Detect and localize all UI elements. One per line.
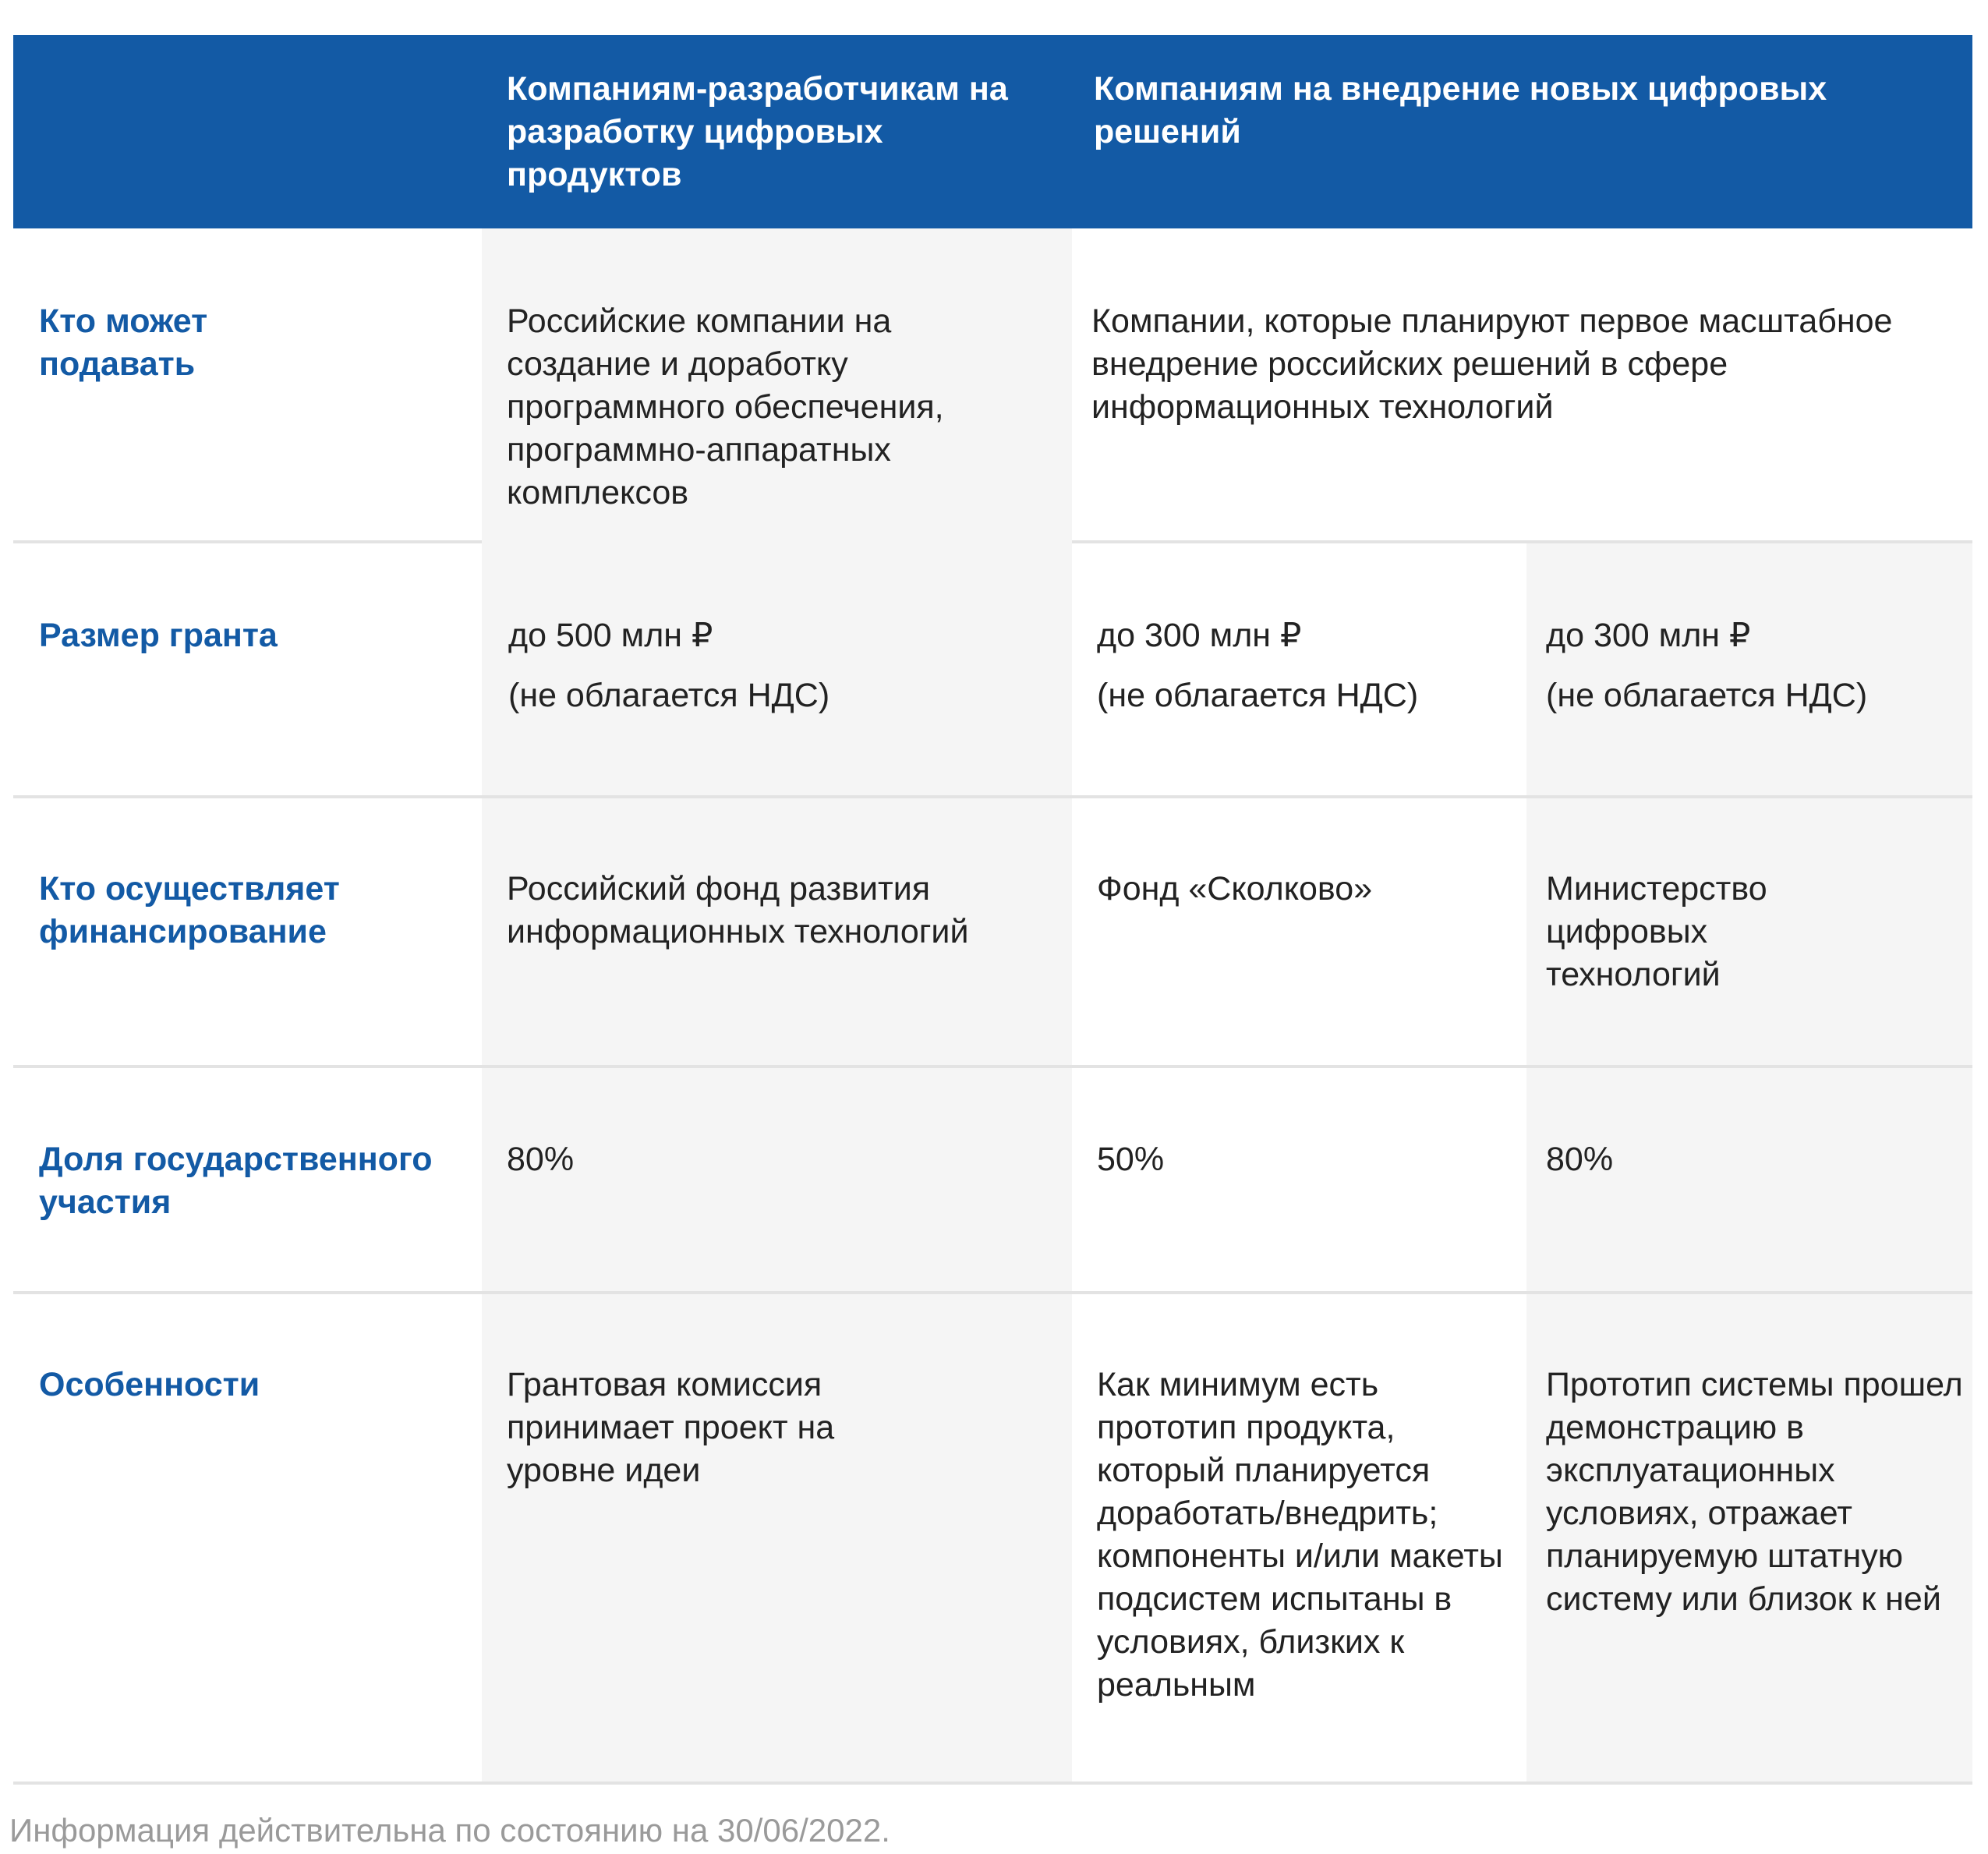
cell-features-ministry: Прототип системы прошел демонстрацию в эксплуатационных условиях, отражает планируемую штатную систему или близок к ней <box>1546 1366 1963 1618</box>
row-label-state-share: Доля государственного участия <box>39 1141 433 1221</box>
row-label-grant-size: Размер гранта <box>39 617 278 654</box>
cell-funder-ministry: Министерство цифровых технологий <box>1546 870 1767 993</box>
row-label-applicants: Кто может подавать <box>39 303 208 383</box>
grant-amount: до 300 млн ₽ <box>1097 617 1302 654</box>
column-header-developers: Компаниям-разработчикам на разработку цифровых продуктов <box>507 70 1008 193</box>
grant-amount: до 300 млн ₽ <box>1546 617 1751 654</box>
cell-share-ministry: 80% <box>1546 1141 1614 1178</box>
row-divider <box>13 540 482 543</box>
grant-vat-note: (не облагается НДС) <box>1546 677 1868 714</box>
cell-features-skolkovo: Как минимум есть прототип продукта, который планируется доработать/внедрить; компоненты и/или макеты подсистем испытаны в условиях, близких к реальным <box>1097 1366 1503 1704</box>
cell-funder-skolkovo: Фонд «Сколково» <box>1097 870 1373 908</box>
grant-amount: до 500 млн ₽ <box>508 617 713 654</box>
grant-vat-note: (не облагается НДС) <box>1097 677 1419 714</box>
row-divider <box>13 795 1972 798</box>
row-label-features: Особенности <box>39 1366 260 1403</box>
cell-funder-developers: Российский фонд развития информационных технологий <box>507 870 969 950</box>
column-header-implementation: Компаниям на внедрение новых цифровых решений <box>1094 70 1827 150</box>
cell-grant-developers <box>508 614 1054 717</box>
cell-features-developers: Грантовая комиссия принимает проект на уровне идеи <box>507 1366 835 1489</box>
cell-share-developers: 80% <box>507 1141 575 1178</box>
row-label-funder: Кто осуществляет финансирование <box>39 870 340 950</box>
row-divider <box>1072 540 1972 543</box>
row-divider <box>13 1291 1972 1294</box>
grant-vat-note: (не облагается НДС) <box>508 677 830 714</box>
cell-applicants-implementation: Компании, которые планируют первое масштабное внедрение российских решений в сфере информационных технологий <box>1091 303 1893 426</box>
row-divider <box>13 1781 1972 1785</box>
cell-share-skolkovo: 50% <box>1097 1141 1165 1178</box>
row-divider <box>13 1065 1972 1068</box>
cell-grant-ministry <box>1546 614 1967 717</box>
cell-applicants-developers: Российские компании на создание и доработку программного обеспечения, программно-аппаратных комплексов <box>507 303 944 511</box>
footnote: Информация действительна по состоянию на 30/06/2022. <box>9 1812 890 1849</box>
cell-grant-skolkovo <box>1097 614 1518 717</box>
